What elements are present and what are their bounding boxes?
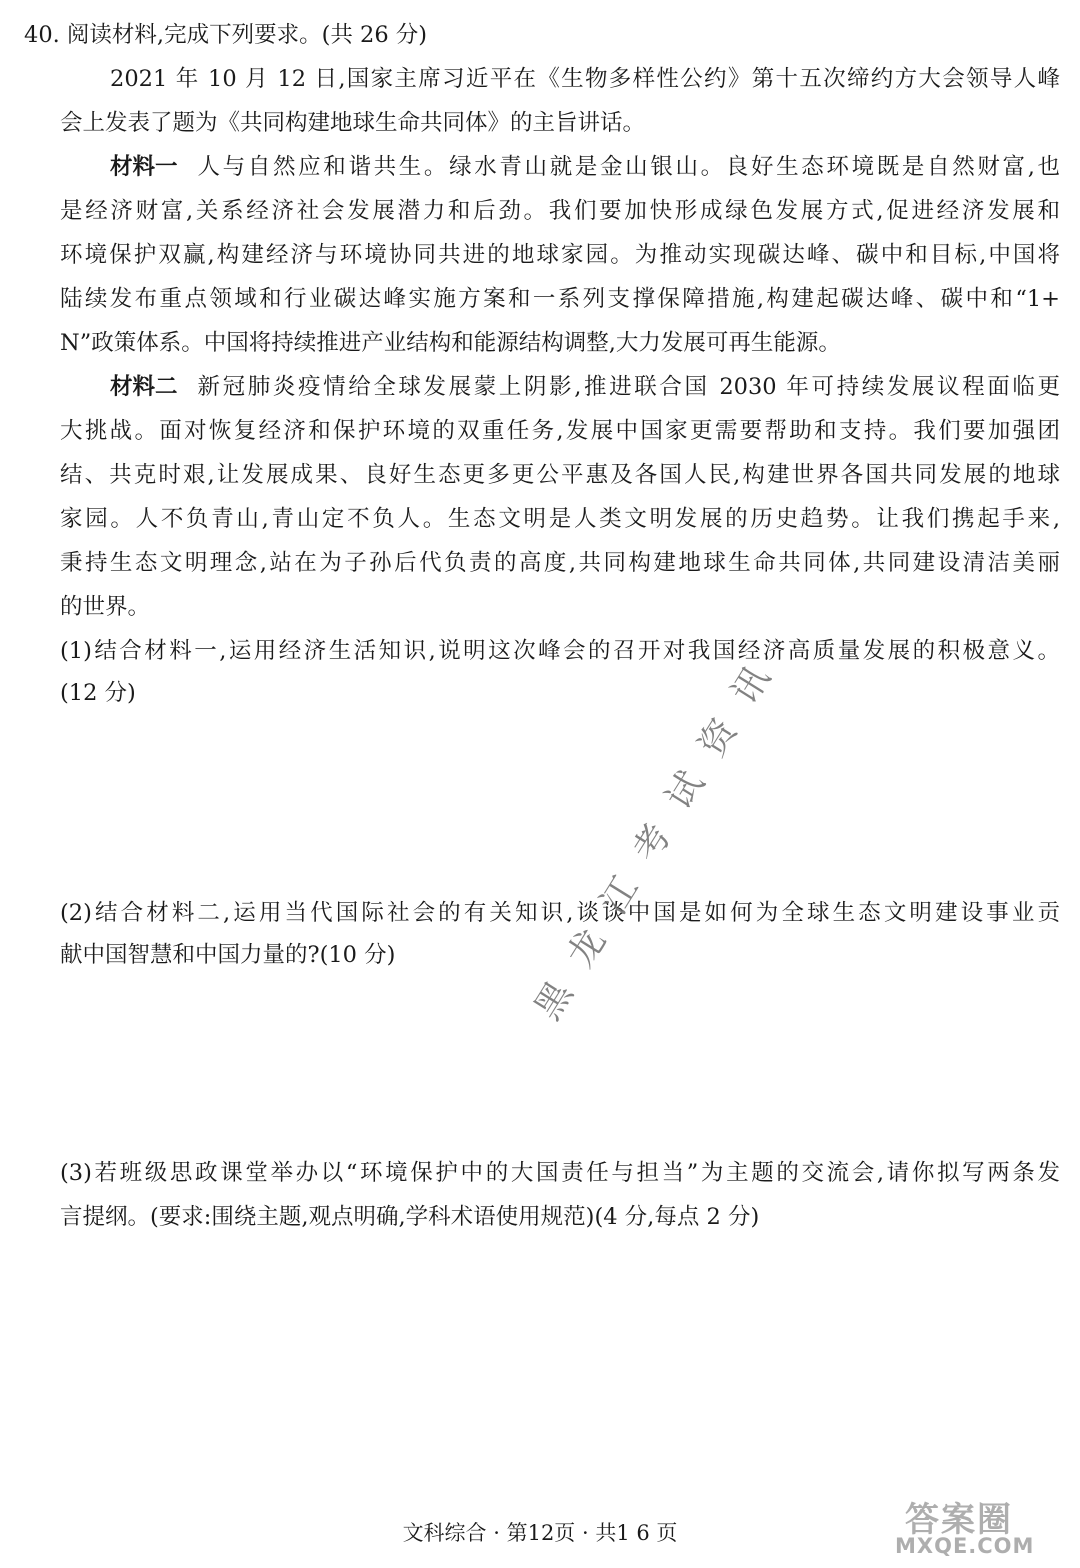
material2-line-6: 的世界。 [60,594,151,620]
sub-question-3-line-1: (3)若班级思政课堂举办以“环境保护中的大国责任与担当”为主题的交流会,请你拟写两条发 [60,1160,1060,1186]
logo-en-text: MXQE.COM [895,1534,1035,1558]
site-logo [895,1492,1067,1562]
material1-line-2: 是经济财富,关系经济社会发展潜力和后劲。我们要加快形成绿色发展方式,促进经济发展和 [60,198,1060,224]
material2-text-1: 新冠肺炎疫情给全球发展蒙上阴影,推进联合国 2030 年可持续发展议程面临更 [197,374,1060,400]
logo-cn-text: 答案圈 [905,1500,1013,1540]
material1-line-4: 陆续发布重点领域和行业碳达峰实施方案和一系列支撑保障措施,构建起碳达峰、碳中和“1+ [60,286,1060,312]
material1-text-1: 人与自然应和谐共生。绿水青山就是金山银山。良好生态环境既是自然财富,也 [197,154,1060,180]
material1-line-5: N”政策体系。中国将持续推进产业结构和能源结构调整,大力发展可再生能源。 [60,330,841,356]
material2-line-1 [110,372,1060,402]
sub-question-1-line-2: (12 分) [60,680,136,706]
material1-line-1 [110,152,1060,182]
question-header: 40. 阅读材料,完成下列要求。(共 26 分) [24,22,428,48]
sub-question-2-line-1: (2)结合材料二,运用当代国际社会的有关知识,谈谈中国是如何为全球生态文明建设事业贡 [60,900,1060,926]
intro-line-2: 会上发表了题为《共同构建地球生命共同体》的主旨讲话。 [60,110,646,136]
material2-line-5: 秉持生态文明理念,站在为子孙后代负责的高度,共同构建地球生命共同体,共同建设清洁美丽 [60,550,1060,576]
material2-line-4: 家园。人不负青山,青山定不负人。生态文明是人类文明发展的历史趋势。让我们携起手来, [60,506,1060,532]
material1-label: 材料一 [110,154,178,180]
material2-line-2: 大挑战。面对恢复经济和保护环境的双重任务,发展中国家更需要帮助和支持。我们要加强团 [60,418,1060,444]
material1-line-3: 环境保护双赢,构建经济与环境协同共进的地球家园。为推动实现碳达峰、碳中和目标,中国将 [60,242,1060,268]
intro-line-1: 2021 年 10 月 12 日,国家主席习近平在《生物多样性公约》第十五次缔约方大会领导人峰 [110,66,1060,92]
page-footer: 文科综合 · 第12页 · 共1 6 页 [402,1521,678,1545]
sub-question-3-line-2: 言提纲。(要求:围绕主题,观点明确,学科术语使用规范)(4 分,每点 2 分) [60,1204,760,1230]
material2-line-3: 结、共克时艰,让发展成果、良好生态更多更公平惠及各国人民,构建世界各国共同发展的地球 [60,462,1060,488]
sub-question-1-line-1: (1)结合材料一,运用经济生活知识,说明这次峰会的召开对我国经济高质量发展的积极意义。 [60,638,1060,664]
watermark: 黑龙江考试资讯 [527,637,792,1027]
material2-label: 材料二 [110,374,178,400]
sub-question-2-line-2: 献中国智慧和中国力量的?(10 分) [60,942,396,968]
